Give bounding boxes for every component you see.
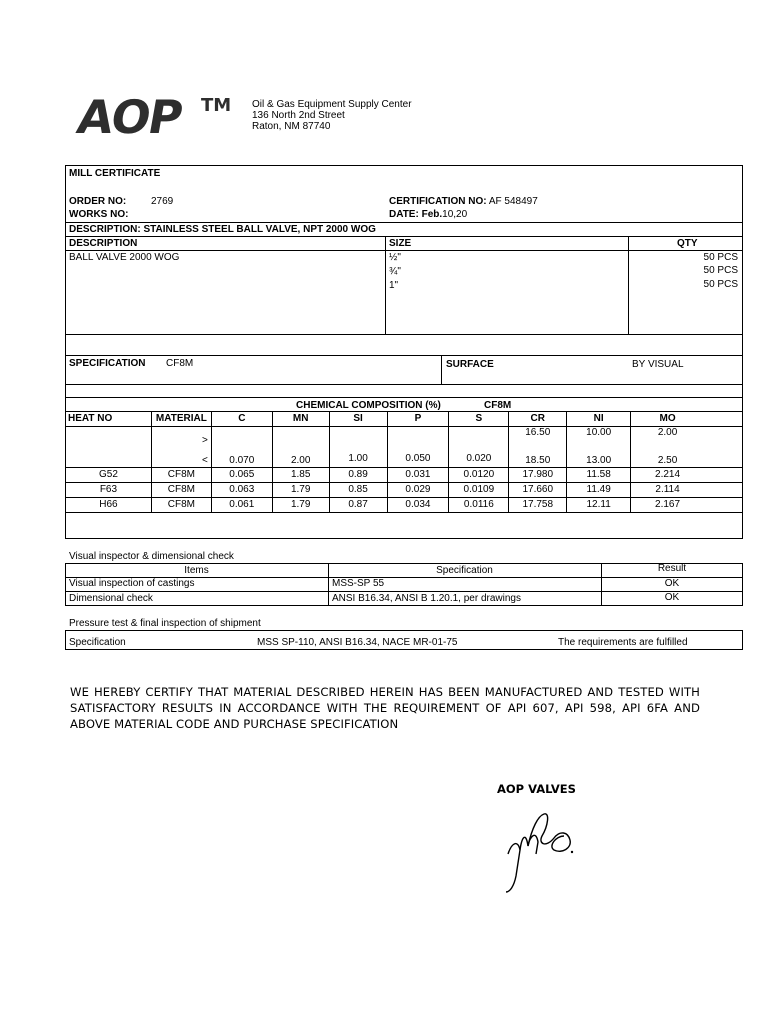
chemical-header-row — [66, 412, 743, 427]
heat-no-cell: F63 — [66, 483, 152, 498]
mn-cell: 1.79 — [272, 498, 329, 513]
c-cell: 0.065 — [211, 468, 272, 483]
p-cell: 0.029 — [387, 483, 449, 498]
signature-image — [498, 806, 584, 898]
max-c: 0.070 — [229, 455, 255, 466]
address-line-2: 136 North 2nd Street — [252, 110, 345, 121]
surface-value: BY VISUAL — [632, 359, 684, 370]
description-header: DESCRIPTION — [69, 238, 138, 249]
visual-row-1-spec: MSS-SP 55 — [332, 578, 385, 589]
s-cell: 0.0116 — [449, 498, 509, 513]
size-three-quarter: ¾" — [389, 266, 401, 277]
max-s: 0.020 — [466, 453, 492, 464]
table-row — [66, 483, 743, 498]
limit-mn — [272, 427, 329, 468]
company-address — [252, 99, 412, 132]
mo-cell: 2.214 — [631, 468, 743, 483]
header-cr: CR — [509, 412, 567, 427]
max-ni: 13.00 — [586, 455, 612, 466]
max-symbol: < — [202, 455, 208, 466]
p-cell: 0.031 — [387, 468, 449, 483]
heat-no-cell: H66 — [66, 498, 152, 513]
mn-cell: 1.79 — [272, 483, 329, 498]
limit-ni — [567, 427, 631, 468]
specification-value: CF8M — [166, 358, 194, 369]
material-cell: CF8M — [151, 498, 211, 513]
pressure-section-title: Pressure test & final inspection of shipment — [69, 618, 261, 629]
s-cell: 0.0120 — [449, 468, 509, 483]
item-description: BALL VALVE 2000 WOG — [69, 252, 180, 263]
si-cell: 0.87 — [329, 498, 387, 513]
max-cr: 18.50 — [525, 455, 551, 466]
ni-cell: 11.49 — [567, 483, 631, 498]
header-ni: NI — [567, 412, 631, 427]
limit-si — [329, 427, 387, 468]
limit-c — [211, 427, 272, 468]
address-line-1: Oil & Gas Equipment Supply Center — [252, 99, 412, 110]
company-logo: AOP — [73, 90, 186, 144]
visual-row-2-spec: ANSI B16.34, ANSI B 1.20.1, per drawings — [332, 593, 521, 604]
order-no-label: ORDER NO: — [69, 196, 127, 207]
size-half: ½" — [389, 252, 401, 263]
visual-header-items: Items — [184, 565, 209, 576]
chemical-title: CHEMICAL COMPOSITION (%) — [296, 400, 441, 411]
chemical-table — [65, 411, 743, 513]
size-one-inch: 1" — [389, 280, 399, 291]
order-no-value: 2769 — [151, 196, 174, 207]
surface-label: SURFACE — [446, 359, 494, 370]
size-header: SIZE — [389, 238, 412, 249]
min-ni: 10.00 — [586, 427, 612, 438]
limit-cr — [509, 427, 567, 468]
visual-row-1-item: Visual inspection of castings — [69, 578, 195, 589]
cert-no-value: AF 548497 — [488, 196, 538, 207]
pressure-spec: MSS SP-110, ANSI B16.34, NACE MR-01-75 — [257, 637, 458, 648]
cr-cell: 17.980 — [509, 468, 567, 483]
min-symbol: > — [202, 435, 208, 446]
header-heat-no: HEAT NO — [66, 412, 152, 427]
header-mo: MO — [631, 412, 743, 427]
qty-3: 50 PCS — [703, 279, 738, 290]
header-si: SI — [329, 412, 387, 427]
table-row — [66, 498, 743, 513]
c-cell: 0.063 — [211, 483, 272, 498]
header-mn: MN — [272, 412, 329, 427]
works-no-label: WORKS NO: — [69, 209, 129, 220]
si-cell: 0.85 — [329, 483, 387, 498]
pressure-label: Specification — [69, 637, 126, 648]
min-mo: 2.00 — [657, 427, 678, 438]
qty-1: 50 PCS — [703, 252, 738, 263]
cr-cell: 17.758 — [509, 498, 567, 513]
chemical-grade: CF8M — [484, 400, 512, 411]
min-cr: 16.50 — [525, 427, 551, 438]
certification-no — [389, 196, 538, 208]
max-p: 0.050 — [405, 453, 431, 464]
date-day: 10,20 — [442, 209, 468, 220]
header-c: C — [211, 412, 272, 427]
ni-cell: 12.11 — [567, 498, 631, 513]
visual-header-spec: Specification — [436, 565, 493, 576]
limit-mo — [631, 427, 743, 468]
qty-2: 50 PCS — [703, 265, 738, 276]
visual-row-2-item: Dimensional check — [69, 593, 153, 604]
max-si: 1.00 — [348, 453, 368, 464]
description-line: DESCRIPTION: STAINLESS STEEL BALL VALVE, NPT 2000 WOG — [69, 224, 376, 235]
table-row — [66, 468, 743, 483]
header-s: S — [449, 412, 509, 427]
certificate-title: MILL CERTIFICATE — [69, 168, 161, 179]
limit-symbols — [151, 427, 211, 468]
si-cell: 0.89 — [329, 468, 387, 483]
visual-section-title: Visual inspector & dimensional check — [69, 551, 234, 562]
signatory-name: AOP VALVES — [497, 782, 576, 796]
pressure-result: The requirements are fulfilled — [558, 637, 688, 648]
s-cell: 0.0109 — [449, 483, 509, 498]
ni-cell: 11.58 — [567, 468, 631, 483]
cr-cell: 17.660 — [509, 483, 567, 498]
trademark-mark: TM — [201, 95, 232, 116]
qty-header: QTY — [677, 238, 698, 249]
p-cell: 0.034 — [387, 498, 449, 513]
header-material: MATERIAL — [151, 412, 211, 427]
max-mn: 2.00 — [290, 455, 311, 466]
mo-cell: 2.114 — [631, 483, 743, 498]
limit-p — [387, 427, 449, 468]
visual-row-1-result: OK — [664, 578, 680, 589]
visual-row-2-result: OK — [664, 592, 680, 603]
heat-no-cell: G52 — [66, 468, 152, 483]
material-cell: CF8M — [151, 483, 211, 498]
address-line-3: Raton, NM 87740 — [252, 121, 331, 132]
visual-header-result: Result — [657, 563, 687, 574]
limit-s — [449, 427, 509, 468]
date-label: DATE: — [389, 209, 419, 220]
header-p: P — [387, 412, 449, 427]
mn-cell: 1.85 — [272, 468, 329, 483]
max-mo: 2.50 — [657, 455, 678, 466]
material-cell: CF8M — [151, 468, 211, 483]
mo-cell: 2.167 — [631, 498, 743, 513]
c-cell: 0.061 — [211, 498, 272, 513]
certification-statement: WE HEREBY CERTIFY THAT MATERIAL DESCRIBED HEREIN HAS BEEN MANUFACTURED AND TESTED WITH SATISFACTORY RESULTS IN ACCORDANCE WITH THE REQUIREMENT OF API 607, API 598, API 6FA AND ABOVE MATERIAL CODE AND PURCHASE SPECIFICATION — [70, 685, 700, 731]
cert-no-label: CERTIFICATION NO: — [389, 196, 487, 207]
limits-row — [66, 427, 743, 468]
specification-label: SPECIFICATION — [69, 358, 146, 369]
date-month: Feb. — [421, 209, 443, 220]
certificate-date — [389, 209, 467, 221]
